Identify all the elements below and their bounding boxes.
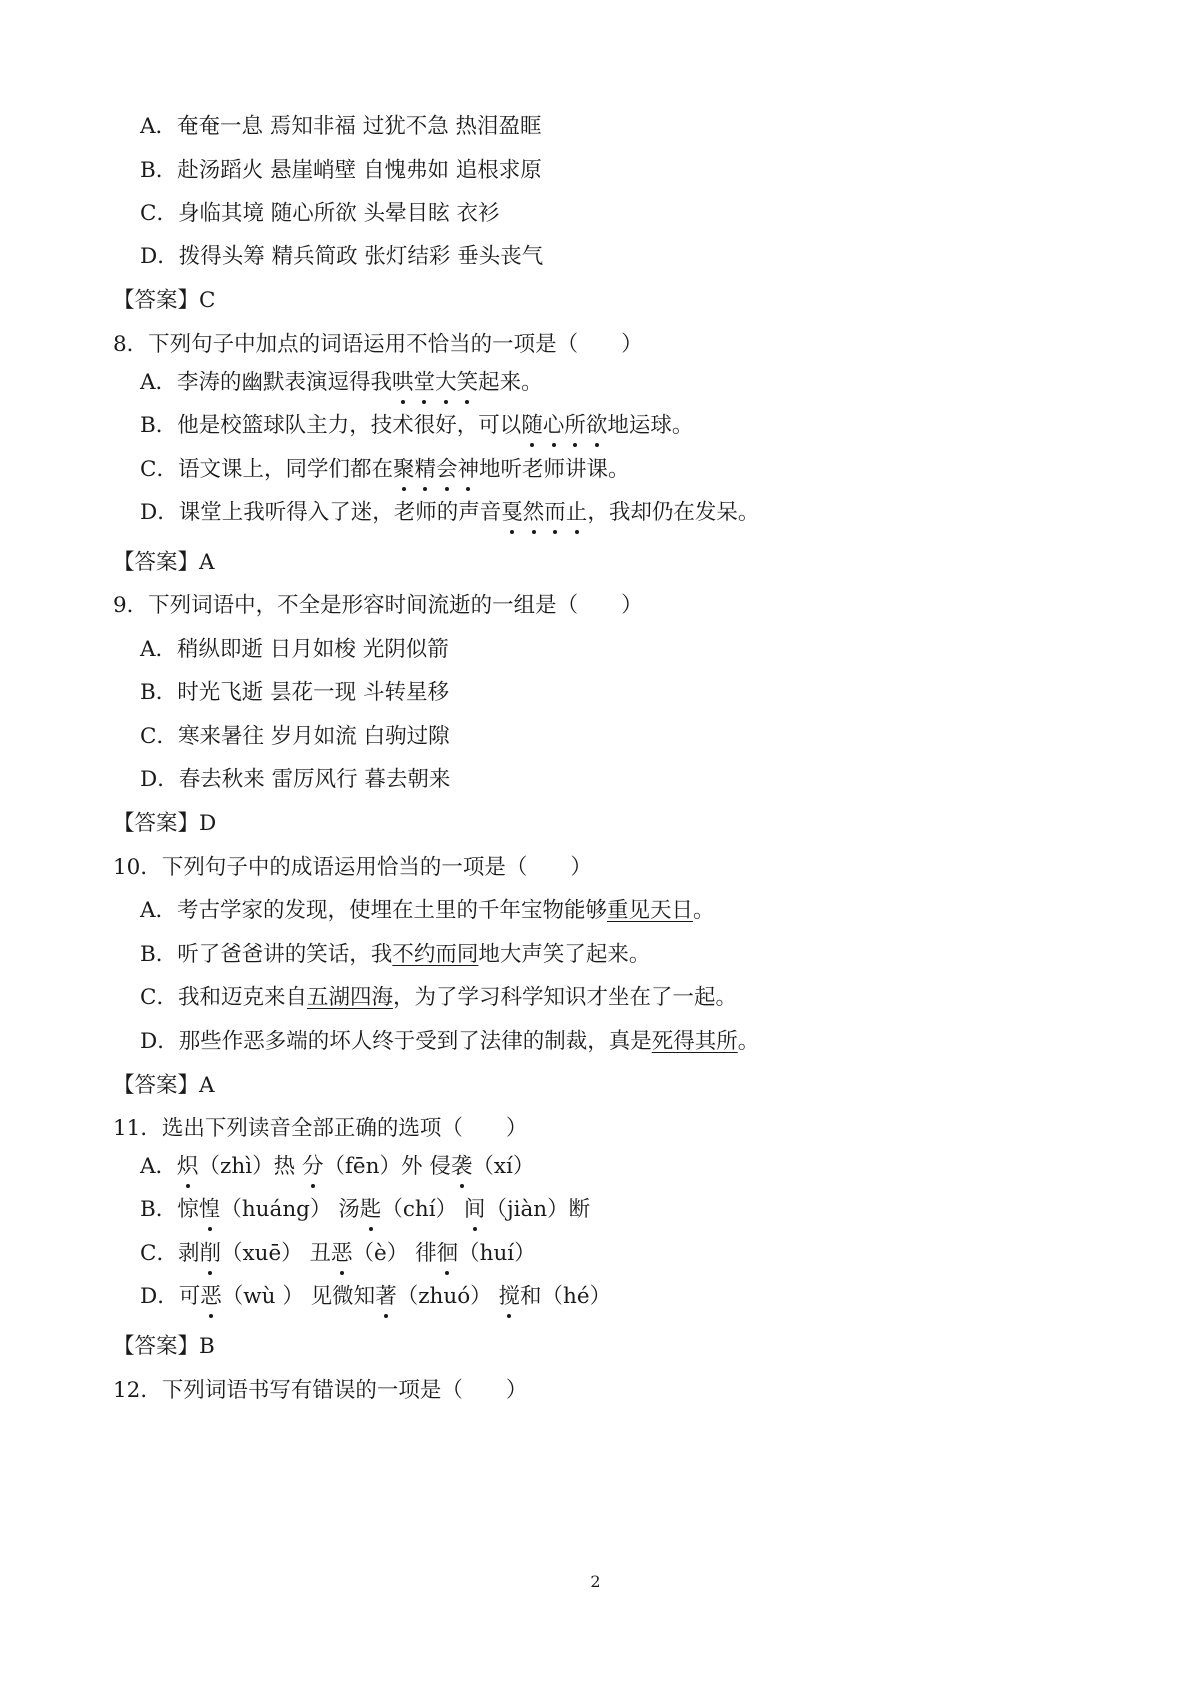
- q10-option-d: D．那些作恶多端的坏人终于受到了法律的制裁，真是死得其所。: [140, 1029, 760, 1054]
- q11-option-c: C．剥削（xuē） 丑恶（è） 徘徊（huí）: [140, 1241, 536, 1266]
- q11-stem: 11．选出下列读音全部正确的选项（ ）: [113, 1116, 528, 1141]
- q8-option-b: B．他是校篮球队主力，技术很好，可以随心所欲地运球。: [140, 413, 694, 438]
- q8-option-a: A．李涛的幽默表演逗得我哄堂大笑起来。: [140, 370, 543, 395]
- q7-option-d: D．拨得头筹 精兵简政 张灯结彩 垂头丧气: [140, 244, 544, 269]
- q10-option-c: C．我和迈克来自五湖四海，为了学习科学知识才坐在了一起。: [140, 985, 737, 1010]
- q9-answer: 【答案】D: [113, 811, 217, 836]
- q8-option-d: D．课堂上我听得入了迷，老师的声音戛然而止，我却仍在发呆。: [140, 500, 760, 525]
- q11-option-a: A．炽（zhì）热 分（fēn）外 侵袭（xí）: [140, 1154, 535, 1179]
- q11-option-d: D．可恶（wù ） 见微知著（zhuó） 搅和（hé）: [140, 1284, 612, 1309]
- q8-stem: 8．下列句子中加点的词语运用不恰当的一项是（ ）: [113, 332, 643, 357]
- q10-stem: 10．下列句子中的成语运用恰当的一项是（ ）: [113, 855, 592, 880]
- q11-answer: 【答案】B: [113, 1334, 215, 1359]
- q7-answer: 【答案】C: [113, 288, 216, 313]
- q7-option-c: C．身临其境 随心所欲 头晕目眩 衣衫: [140, 201, 500, 226]
- q9-stem: 9．下列词语中，不全是形容时间流逝的一组是（ ）: [113, 593, 643, 618]
- q9-option-c: C．寒来暑往 岁月如流 白驹过隙: [140, 724, 450, 749]
- q7-option-a: A．奄奄一息 焉知非福 过犹不急 热泪盈眶: [140, 114, 542, 139]
- q8-answer: 【答案】A: [113, 550, 215, 575]
- q10-option-a: A．考古学家的发现，使埋在土里的千年宝物能够重见天日。: [140, 898, 715, 923]
- q7-option-b: B．赴汤蹈火 悬崖峭壁 自愧弗如 追根求原: [140, 158, 542, 183]
- q9-option-a: A．稍纵即逝 日月如梭 光阴似箭: [140, 637, 449, 662]
- q12-stem: 12．下列词语书写有错误的一项是（ ）: [113, 1378, 528, 1403]
- q8-option-c: C．语文课上，同学们都在聚精会神地听老师讲课。: [140, 457, 630, 482]
- page-number: 2: [590, 1572, 601, 1591]
- q9-option-d: D．春去秋来 雷厉风行 暮去朝来: [140, 767, 451, 792]
- q9-option-b: B．时光飞逝 昙花一现 斗转星移: [140, 680, 449, 705]
- q10-answer: 【答案】A: [113, 1073, 215, 1098]
- q11-option-b: B．惊惶（huáng） 汤匙（chí） 间（jiàn）断: [140, 1197, 591, 1222]
- q10-option-b: B．听了爸爸讲的笑话，我不约而同地大声笑了起来。: [140, 942, 651, 967]
